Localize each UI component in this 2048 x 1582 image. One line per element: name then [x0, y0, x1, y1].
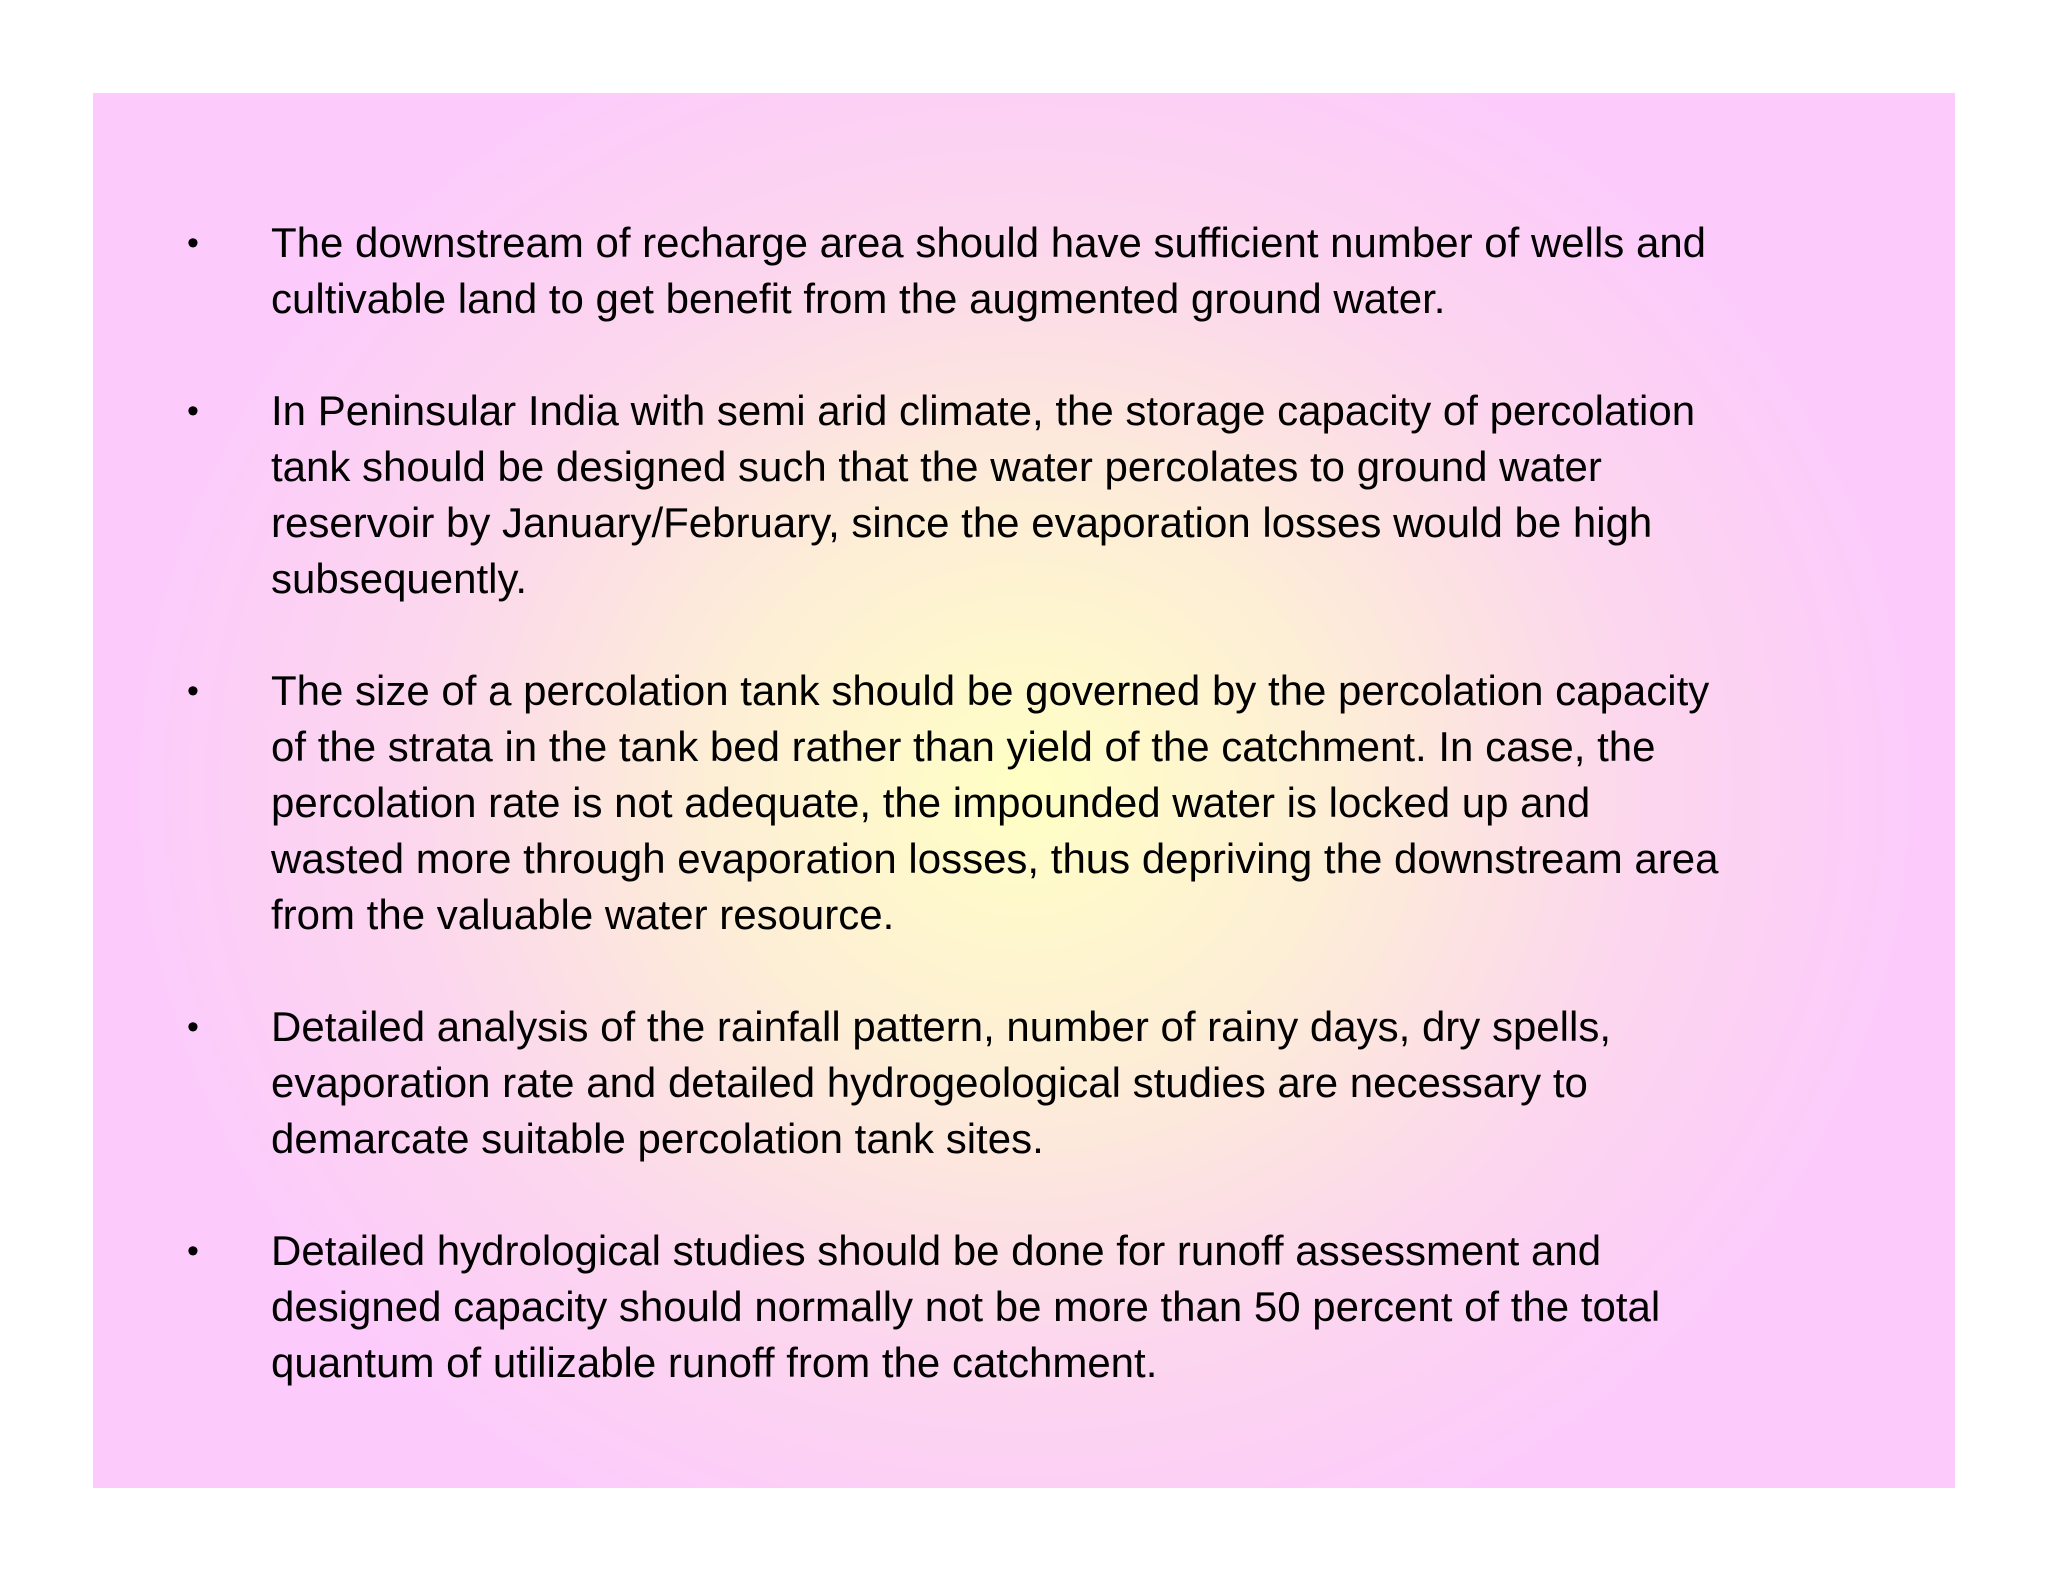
text-line: designed capacity should normally not be more than 50 percent of the total	[271, 1283, 1661, 1330]
text-line: wasted more through evaporation losses, thus depriving the downstream area	[271, 835, 1719, 882]
text-line: The downstream of recharge area should have sufficient number of wells and	[271, 219, 1707, 266]
bullet-item-rainfall-analysis	[93, 999, 1955, 1167]
text-line: percolation rate is not adequate, the impounded water is locked up and	[271, 779, 1591, 826]
text-line: from the valuable water resource.	[271, 891, 895, 938]
text-line: quantum of utilizable runoff from the catchment.	[271, 1339, 1158, 1386]
text-line: In Peninsular India with semi arid climate, the storage capacity of percolation	[271, 387, 1696, 434]
bullet-marker: •	[187, 224, 199, 262]
bullet-item-peninsular-india	[93, 383, 1955, 607]
bullet-marker: •	[187, 392, 199, 430]
bullet-text	[271, 1223, 1895, 1391]
text-line: Detailed analysis of the rainfall pattern, number of rainy days, dry spells,	[271, 1003, 1612, 1050]
text-line: of the strata in the tank bed rather than yield of the catchment. In case, the	[271, 723, 1656, 770]
text-line: reservoir by January/February, since the evaporation losses would be high	[271, 499, 1653, 546]
bullet-marker: •	[187, 1232, 199, 1270]
bullet-marker: •	[187, 1008, 199, 1046]
bullet-item-wells-and-land	[93, 215, 1955, 327]
bullet-text	[271, 663, 1895, 943]
bullet-item-hydrological-studies	[93, 1223, 1955, 1391]
bullet-text	[271, 999, 1895, 1167]
bullet-marker: •	[187, 672, 199, 710]
bullet-text	[271, 215, 1895, 327]
text-line: Detailed hydrological studies should be done for runoff assessment and	[271, 1227, 1602, 1274]
text-line: The size of a percolation tank should be governed by the percolation capacity	[271, 667, 1710, 714]
text-line: tank should be designed such that the water percolates to ground water	[271, 443, 1602, 490]
text-line: subsequently.	[271, 555, 528, 602]
slide-content-panel	[93, 93, 1955, 1488]
bullet-text	[271, 383, 1895, 607]
text-line: cultivable land to get benefit from the augmented ground water.	[271, 275, 1446, 322]
bullet-item-tank-size	[93, 663, 1955, 943]
text-line: evaporation rate and detailed hydrogeological studies are necessary to	[271, 1059, 1588, 1106]
text-line: demarcate suitable percolation tank sites.	[271, 1115, 1044, 1162]
bullet-list	[93, 215, 1955, 1447]
